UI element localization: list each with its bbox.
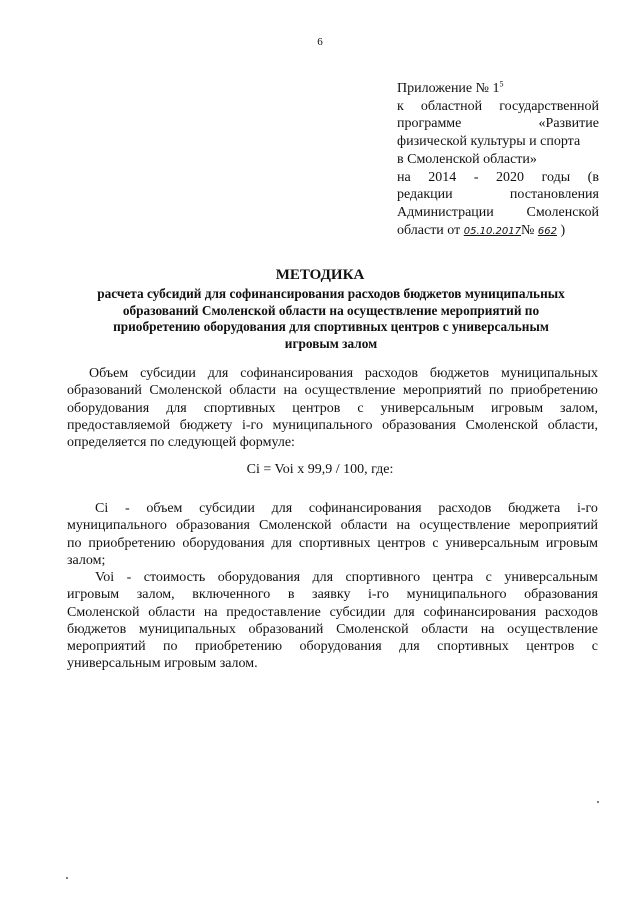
word: бюджета [508, 501, 561, 516]
paragraph-line [67, 655, 598, 672]
word: области [340, 518, 388, 534]
word: субсидии [329, 604, 386, 620]
word: на [283, 383, 298, 399]
word: Смоленской [149, 383, 222, 399]
appendix-title: Приложение № 1 [397, 81, 500, 96]
paragraph-line [67, 434, 598, 451]
word: по [488, 383, 504, 399]
word: программе [397, 116, 462, 132]
word: i-го [368, 587, 389, 603]
word: в [287, 587, 295, 603]
word: годы [541, 169, 571, 185]
paragraph-line [67, 500, 598, 517]
formula: Ci = Voi x 99,9 / 100, где: [246, 462, 394, 477]
word: образований [67, 383, 142, 399]
subtitle-line: игровым залом [284, 335, 378, 351]
word: приобретению [88, 535, 176, 551]
word: (в [587, 169, 599, 185]
word: приобретению [194, 639, 283, 655]
word: бюджету [179, 417, 233, 433]
word: муниципальных [501, 366, 598, 381]
word: области [148, 604, 196, 620]
appendix-line-4: физической культуры и спорта [397, 134, 581, 150]
word: определяется по следующей формуле: [67, 435, 295, 451]
appendix-line-1 [397, 80, 599, 98]
word: на [480, 621, 495, 637]
word: заявку [312, 587, 351, 603]
word: для [312, 570, 334, 585]
word: редакции [397, 187, 453, 203]
word: мероприятий [67, 639, 146, 655]
subtitle-line: приобретению оборудования для спортивных центров с универсальным [113, 319, 549, 335]
subtitle-line: расчета субсидий для софинансирования расходов бюджетов муниципальных [97, 286, 565, 301]
word: расходов [438, 501, 492, 516]
subtitle-line: образований Смоленской области на осуществление мероприятий по [122, 302, 540, 318]
appendix-line-7 [397, 186, 599, 204]
word: с [432, 535, 439, 551]
paragraph-line [67, 382, 598, 399]
word: Смоленской [465, 417, 539, 433]
word: муниципального [272, 417, 373, 433]
page-number: 6 [317, 36, 323, 48]
word: осуществление [419, 518, 511, 534]
scan-speck [66, 877, 68, 879]
paragraph-line [67, 569, 598, 586]
word: с [485, 570, 492, 585]
paragraph-line [67, 517, 598, 534]
appendix-line-5: в Смоленской области» [397, 151, 537, 167]
paragraph-line [67, 417, 598, 434]
word: бюджетов [67, 621, 127, 637]
word: универсальным [445, 535, 539, 551]
word: государственной [499, 98, 599, 114]
word: для [207, 366, 229, 381]
paragraph-line [67, 638, 598, 655]
word: расходов [544, 604, 598, 620]
word: спортивных [203, 400, 276, 416]
word: Voi [95, 570, 115, 585]
word: оборудования [67, 400, 150, 416]
word: по [163, 639, 178, 655]
word: Смоленской [259, 518, 332, 534]
word: субсидии [199, 501, 255, 516]
word: осуществление [304, 383, 396, 399]
word: спортивного [345, 570, 421, 585]
word: Смоленской [526, 204, 599, 220]
word: муниципального [406, 587, 507, 603]
word: субсидии [140, 366, 196, 381]
word: 2014 [428, 169, 457, 185]
word: Ci [95, 501, 109, 516]
paragraph-line [67, 535, 598, 552]
appendix-line-9 [397, 222, 599, 241]
appendix-header [397, 80, 599, 240]
document-title: МЕТОДИКА [275, 267, 365, 283]
word: - [126, 570, 132, 585]
word: универсальным [504, 570, 598, 585]
word: мероприятий [519, 518, 598, 534]
word: центров [377, 535, 426, 551]
word: спортивных [437, 639, 509, 655]
word: Смоленской [67, 604, 140, 620]
word: расходов [364, 366, 418, 381]
word: залом, [560, 400, 598, 416]
word: игровым [545, 535, 598, 551]
word: софинансирования [423, 604, 537, 620]
word: области [421, 621, 469, 637]
word: спортивных [298, 535, 371, 551]
paragraph-line [67, 400, 598, 417]
word: образования [176, 518, 250, 534]
word: муниципального [67, 518, 167, 534]
paragraph-line [67, 586, 598, 603]
word: объем [146, 501, 183, 516]
word: области, [547, 417, 598, 433]
appendix-line-2 [397, 98, 599, 116]
word: центров [526, 639, 575, 655]
word: Объем [89, 366, 129, 381]
definition-voi [67, 569, 598, 673]
word: муниципальных [138, 621, 236, 637]
intro-paragraph [67, 365, 598, 451]
word: i-го [242, 417, 263, 433]
word: центров [292, 400, 341, 416]
paragraph-line [67, 621, 598, 638]
word: областной [420, 98, 483, 114]
word: - [473, 169, 479, 185]
word: оборудования [217, 570, 301, 585]
word: залом, [136, 587, 175, 603]
word: для [271, 535, 292, 551]
word: для [399, 639, 420, 655]
word: игровым [490, 400, 544, 416]
word: оборудования [299, 639, 382, 655]
word: универсальным игровым залом. [67, 656, 258, 672]
word: - [124, 501, 130, 516]
word: i-го [576, 501, 598, 516]
word: для [394, 604, 415, 620]
word: приобретению [510, 383, 598, 399]
appendix-date-prefix: области от [397, 222, 461, 238]
paragraph-line [67, 365, 598, 382]
word: бюджетов [429, 366, 490, 381]
paragraph-line [67, 604, 598, 621]
word: образований [248, 621, 324, 637]
handwritten-number: 662 [537, 225, 557, 237]
word: мероприятий [402, 383, 482, 399]
document-subtitle [66, 286, 596, 352]
appendix-line-8 [397, 204, 599, 222]
paragraph-line [67, 552, 598, 569]
word: на [397, 169, 411, 185]
word: предоставляемой [67, 417, 171, 433]
word: образования [382, 417, 456, 433]
word: по [67, 535, 82, 551]
word: для [166, 400, 187, 416]
word: осуществление [507, 621, 598, 637]
word: на [396, 518, 411, 534]
word: с [357, 400, 364, 416]
word: области [229, 383, 277, 399]
scan-speck [597, 801, 599, 803]
word: предоставление [226, 604, 321, 620]
word: включенного [192, 587, 271, 603]
word: для [271, 501, 293, 516]
word: центра [432, 570, 474, 585]
word: образования [524, 587, 598, 603]
word: залом; [67, 552, 106, 568]
definition-ci [67, 500, 598, 569]
word: 2020 [496, 169, 525, 185]
word: на [203, 604, 218, 620]
word: постановления [509, 187, 599, 203]
word: к [397, 98, 404, 114]
word: оборудования [182, 535, 265, 551]
word: Смоленской [336, 621, 409, 637]
word: с [591, 639, 598, 655]
handwritten-date: 05.10.2017 [463, 225, 521, 237]
word: игровым [67, 587, 120, 603]
closing-paren: ) [560, 222, 566, 238]
word: стоимость [143, 570, 206, 585]
word: «Развитие [538, 116, 599, 132]
word: софинансирования [240, 366, 354, 381]
word: универсальным [380, 400, 475, 416]
appendix-line-3 [397, 115, 599, 133]
appendix-superscript: 5 [499, 79, 504, 89]
word: Администрации [397, 204, 494, 220]
word: софинансирования [308, 501, 422, 516]
number-sign: № [521, 222, 535, 238]
appendix-line-6 [397, 169, 599, 187]
